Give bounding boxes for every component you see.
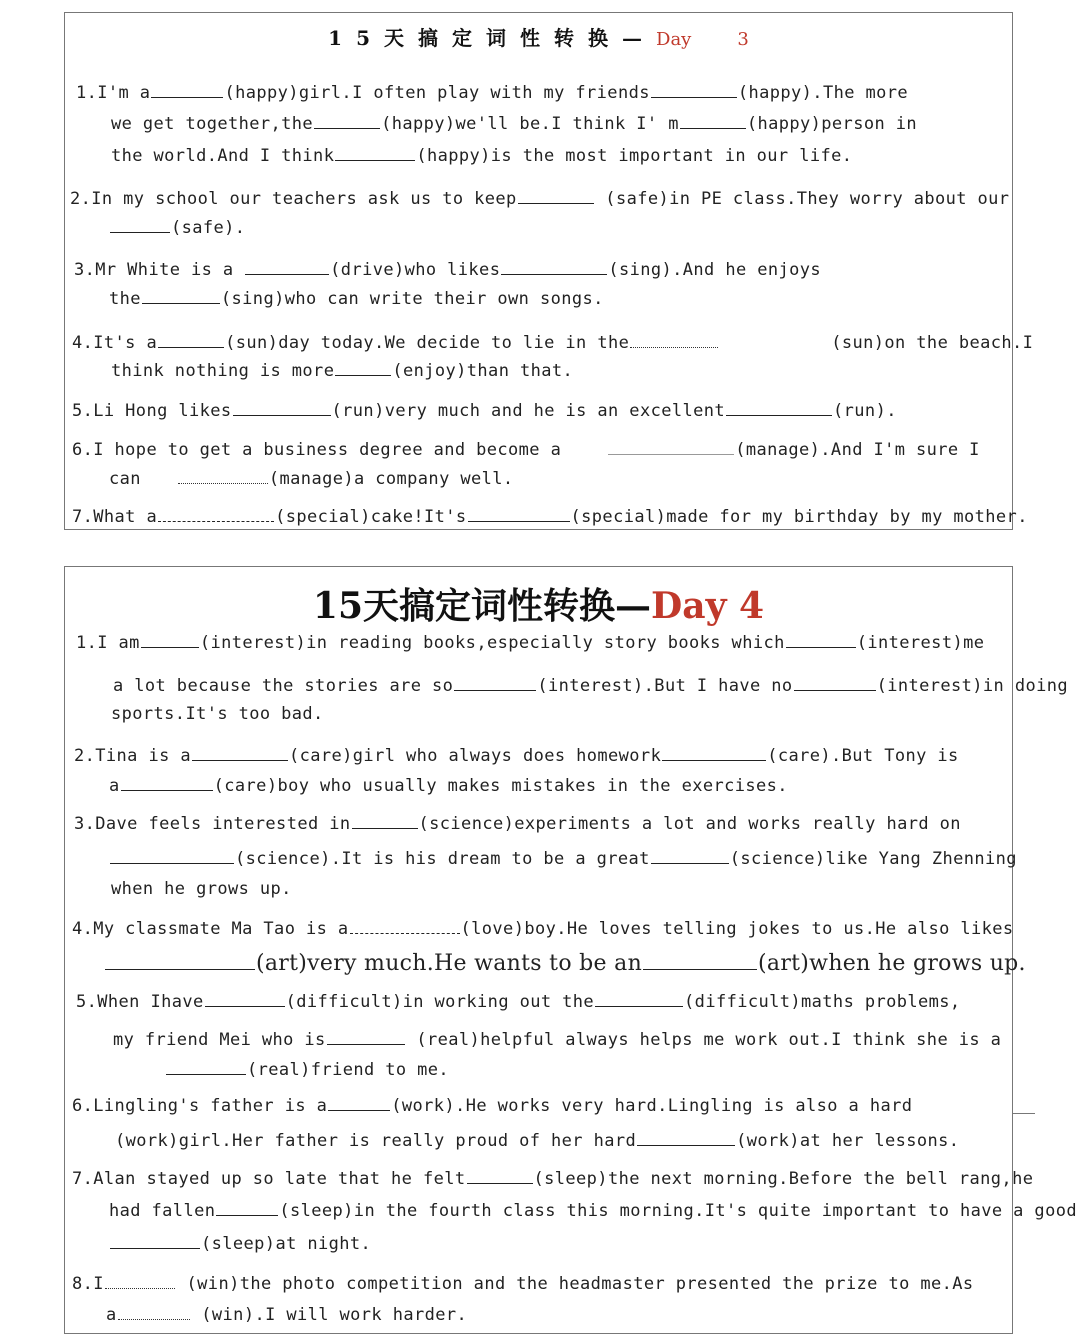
answer-blank[interactable] xyxy=(335,358,391,376)
day4-q8-line2 xyxy=(106,1302,467,1325)
sentence-text: (interest)in reading books,especially story books which xyxy=(199,633,785,653)
day4-q7-line2 xyxy=(109,1198,1077,1221)
day4-q2-line1 xyxy=(74,743,959,766)
sentence-text: sports.It's too bad. xyxy=(111,704,324,724)
sentence-text: (sun)day today.We decide to lie in the xyxy=(225,333,630,353)
day4-q8-line1 xyxy=(72,1271,974,1294)
answer-blank[interactable] xyxy=(662,743,766,761)
sentence-text: (real)friend to me. xyxy=(247,1060,450,1080)
day4-q1-line2 xyxy=(113,673,1068,696)
answer-blank[interactable] xyxy=(454,673,536,691)
sentence-text: 5.When Ihave xyxy=(76,992,204,1012)
answer-blank[interactable] xyxy=(178,466,268,484)
day4-title xyxy=(64,578,1013,629)
sentence-text: when he grows up. xyxy=(111,879,292,899)
sentence-text: (art)very much.He wants to be an xyxy=(256,951,643,976)
sentence-text: (care)girl who always does homework xyxy=(288,746,662,766)
sentence-text: (run). xyxy=(833,401,897,421)
day4-q6-line2 xyxy=(115,1128,959,1151)
day3-q3-line2 xyxy=(109,286,604,309)
sentence-text: (sun)on the beach.I xyxy=(831,333,1034,353)
sentence-text: (difficult)maths problems, xyxy=(684,992,961,1012)
sentence-text: 3.Mr White is a xyxy=(74,260,245,280)
day4-q6-line1 xyxy=(72,1093,912,1116)
sentence-text: 8.I xyxy=(72,1274,104,1294)
day4-q7-line3 xyxy=(109,1231,371,1254)
sentence-text: 5.Li Hong likes xyxy=(72,401,232,421)
answer-blank[interactable] xyxy=(630,330,718,348)
answer-blank[interactable] xyxy=(158,330,224,348)
day4-q3-line2 xyxy=(109,846,1017,869)
answer-blank[interactable] xyxy=(680,111,746,129)
sentence-text: (real)helpful always helps me work out.I think she is a xyxy=(405,1030,1002,1050)
sentence-text: 6.Lingling's father is a xyxy=(72,1096,328,1116)
sentence-text: my friend Mei who is xyxy=(113,1030,326,1050)
sentence-text: (happy)girl.I often play with my friends xyxy=(224,83,650,103)
sentence-text: 7.Alan stayed up so late that he felt xyxy=(72,1169,466,1189)
answer-blank[interactable] xyxy=(352,811,418,829)
sentence-text: (work)at her lessons. xyxy=(736,1131,960,1151)
answer-blank[interactable] xyxy=(158,504,274,522)
day3-title-day: Day xyxy=(656,29,692,50)
day3-q3-line1 xyxy=(74,257,821,280)
answer-blank[interactable] xyxy=(105,1271,175,1289)
sentence-text: (happy)we'll be.I think I' m xyxy=(381,114,679,134)
answer-blank[interactable] xyxy=(118,1302,190,1320)
answer-blank[interactable] xyxy=(726,398,832,416)
sentence-text: (art)when he grows up. xyxy=(758,951,1026,976)
sentence-text: (happy)is the most important in our life. xyxy=(416,146,853,166)
answer-blank[interactable] xyxy=(518,186,594,204)
day3-q7-line1 xyxy=(72,504,1028,527)
answer-blank[interactable] xyxy=(468,504,570,522)
day3-q2-line2 xyxy=(109,215,245,238)
answer-blank[interactable] xyxy=(335,143,415,161)
answer-blank[interactable] xyxy=(142,286,220,304)
day4-title-text: 15天搞定词性转换— xyxy=(312,585,652,627)
sentence-text: a xyxy=(106,1305,117,1325)
answer-blank[interactable] xyxy=(166,1057,246,1075)
day4-q3-line1 xyxy=(74,811,961,834)
sentence-text: 2.In my school our teachers ask us to keep xyxy=(70,189,517,209)
day3-q2-line1 xyxy=(70,186,1009,209)
sentence-text: 3.Dave feels interested in xyxy=(74,814,351,834)
answer-blank[interactable] xyxy=(786,630,856,648)
answer-blank[interactable] xyxy=(467,1166,533,1184)
sentence-text: (sing)who can write their own songs. xyxy=(220,289,604,309)
sentence-text: (work).He works very hard.Lingling is also a hard xyxy=(391,1096,913,1116)
day4-q2-line2 xyxy=(109,773,788,796)
sentence-text: (win)the photo competition and the headmaster presented the prize to me.As xyxy=(175,1274,974,1294)
day3-q6-line1 xyxy=(72,437,980,460)
day4-q1-line3 xyxy=(111,704,324,724)
sentence-text: (safe)in PE class.They worry about our xyxy=(594,189,1010,209)
sentence-text: (science).It is his dream to be a great xyxy=(235,849,650,869)
answer-blank[interactable] xyxy=(110,1231,200,1249)
sentence-text: (difficult)in working out the xyxy=(285,992,595,1012)
sentence-text: (run)very much and he is an excellent xyxy=(331,401,726,421)
answer-blank[interactable] xyxy=(651,846,729,864)
sentence-text: the xyxy=(109,289,141,309)
day3-q4-line1 xyxy=(72,330,1033,353)
sentence-text: (care).But Tony is xyxy=(767,746,959,766)
day4-q4-line2 xyxy=(104,947,1026,976)
sentence-text: (special)made for my birthday by my mother. xyxy=(570,507,1028,527)
answer-blank[interactable] xyxy=(501,257,607,275)
sentence-text: (care)boy who usually makes mistakes in the exercises. xyxy=(213,776,788,796)
sentence-text: (drive)who likes xyxy=(330,260,501,280)
sentence-text: a lot because the stories are so xyxy=(113,676,454,696)
sentence-text: (science)experiments a lot and works really hard on xyxy=(418,814,961,834)
day3-title-text: 15天搞定词性转换— xyxy=(328,26,657,50)
day4-q5-line1 xyxy=(76,989,961,1012)
sentence-text: the world.And I think xyxy=(111,146,335,166)
day3-q5-line1 xyxy=(72,398,897,421)
day3-title xyxy=(64,22,1013,51)
sentence-text: (manage)a company well. xyxy=(268,469,514,489)
answer-blank[interactable] xyxy=(110,215,170,233)
answer-blank[interactable] xyxy=(192,743,288,761)
divider-mark xyxy=(1013,1113,1035,1114)
sentence-text: can xyxy=(109,469,141,489)
sentence-text: (manage).And I'm sure I xyxy=(735,440,980,460)
day3-q4-line2 xyxy=(111,358,573,381)
day3-q1-line3 xyxy=(111,143,852,166)
answer-blank[interactable] xyxy=(141,630,199,648)
sentence-text: think nothing is more xyxy=(111,361,335,381)
day4-q5-line2 xyxy=(113,1027,1001,1050)
answer-blank[interactable] xyxy=(121,773,213,791)
answer-blank[interactable] xyxy=(651,80,737,98)
answer-blank[interactable] xyxy=(643,947,757,970)
sentence-text: 2.Tina is a xyxy=(74,746,191,766)
answer-blank[interactable] xyxy=(595,989,683,1007)
sentence-text: 7.What a xyxy=(72,507,158,527)
answer-blank[interactable] xyxy=(245,257,329,275)
answer-blank[interactable] xyxy=(110,846,234,864)
sentence-text: (enjoy)than that. xyxy=(392,361,574,381)
sentence-text: (interest)me xyxy=(856,633,985,653)
day4-q7-line1 xyxy=(72,1166,1033,1189)
sentence-text: 1.I am xyxy=(76,633,140,653)
day4-q5-line3 xyxy=(165,1057,449,1080)
answer-blank[interactable] xyxy=(328,1093,390,1111)
answer-blank[interactable] xyxy=(608,437,734,455)
sentence-text: a xyxy=(109,776,120,796)
day4-q4-line1 xyxy=(72,916,1014,939)
sentence-text: (interest).But I have no xyxy=(537,676,793,696)
sentence-text: (work)girl.Her father is really proud of her hard xyxy=(115,1131,637,1151)
sentence-text: 6.I hope to get a business degree and become a xyxy=(72,440,562,460)
day4-q1-line1 xyxy=(76,630,984,653)
day3-title-number: 3 xyxy=(737,29,749,50)
answer-blank[interactable] xyxy=(205,989,285,1007)
day4-q3-line3 xyxy=(111,879,292,899)
sentence-text: (sleep)at night. xyxy=(201,1234,372,1254)
day4-title-day: Day 4 xyxy=(651,585,765,627)
sentence-text: had fallen xyxy=(109,1201,216,1221)
answer-blank[interactable] xyxy=(327,1027,405,1045)
sentence-text: 4.It's a xyxy=(72,333,158,353)
answer-blank[interactable] xyxy=(233,398,331,416)
answer-blank[interactable] xyxy=(350,916,460,934)
answer-blank[interactable] xyxy=(151,80,223,98)
day3-q1-line1 xyxy=(76,80,908,103)
answer-blank[interactable] xyxy=(794,673,876,691)
answer-blank[interactable] xyxy=(637,1128,735,1146)
answer-blank[interactable] xyxy=(105,947,255,970)
answer-blank[interactable] xyxy=(314,111,380,129)
day3-q6-line2 xyxy=(109,466,514,489)
sentence-text: we get together,the xyxy=(111,114,314,134)
day3-q1-line2 xyxy=(111,111,917,134)
sentence-text: (special)cake!It's xyxy=(275,507,467,527)
sentence-text: 1.I'm a xyxy=(76,83,151,103)
sentence-text: (happy)person in xyxy=(746,114,918,134)
sentence-text: (happy).The more xyxy=(737,83,909,103)
sentence-text: (safe). xyxy=(171,218,246,238)
sentence-text: (interest)in doing xyxy=(876,676,1069,696)
sentence-text: (love)boy.He loves telling jokes to us.He also likes xyxy=(460,919,1014,939)
sentence-text: 4.My classmate Ma Tao is a xyxy=(72,919,349,939)
sentence-text: (science)like Yang Zhenning xyxy=(729,849,1017,869)
sentence-text: (sing).And he enjoys xyxy=(608,260,822,280)
sentence-text: (win).I will work harder. xyxy=(190,1305,468,1325)
sentence-text: (sleep)the next morning.Before the bell rang,he xyxy=(533,1169,1034,1189)
sentence-text: (sleep)in the fourth class this morning.It's quite important to have a good xyxy=(279,1201,1077,1221)
answer-blank[interactable] xyxy=(216,1198,278,1216)
